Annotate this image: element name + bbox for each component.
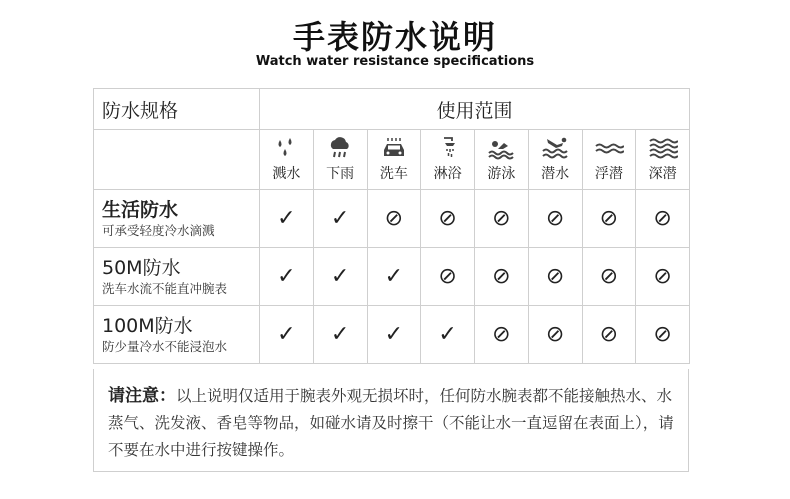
prohibited-icon: ⊘: [492, 321, 511, 347]
prohibited-icon: ⊘: [653, 321, 672, 347]
prohibited-icon: ⊘: [438, 263, 457, 289]
check-icon: ✓: [277, 263, 296, 289]
car-wash-icon: [368, 136, 421, 160]
range-column-header: 使用范围: [260, 89, 690, 130]
mark-cell: [260, 190, 314, 248]
prohibited-icon: ⊘: [545, 321, 565, 347]
prohibited-icon: ⊘: [653, 263, 672, 289]
check-icon: ✓: [277, 321, 296, 347]
mark-cell: [636, 306, 690, 364]
mark-cell: [636, 248, 690, 306]
activity-splash: [260, 130, 314, 190]
prohibited-icon: ⊘: [438, 205, 457, 231]
splash-icon: [260, 136, 313, 160]
mark-cell: [367, 190, 421, 248]
level-description: 可承受轻度冷水滴溅: [102, 222, 215, 238]
swimming-icon: [475, 136, 528, 160]
level-cell: [94, 248, 260, 306]
activity-label: 洗车: [379, 166, 408, 182]
notice-box: [93, 369, 689, 472]
notice-label: 请注意：: [108, 386, 176, 406]
table-header-row: [94, 89, 690, 130]
activity-row: [94, 130, 690, 190]
mark-cell: [313, 190, 367, 248]
prohibited-icon: ⊘: [599, 205, 619, 231]
mark-cell: [367, 306, 421, 364]
activity-deep-dive: [636, 130, 690, 190]
mark-cell: [636, 190, 690, 248]
level-cell: [94, 306, 260, 364]
mark-cell: [260, 248, 314, 306]
activity-label: 浮潜: [594, 166, 623, 182]
prohibited-icon: ⊘: [545, 205, 565, 231]
mark-cell: [582, 306, 636, 364]
activity-diving: [528, 130, 582, 190]
mark-cell: [313, 306, 367, 364]
activity-label: 深潜: [648, 166, 677, 182]
mark-cell: [421, 306, 475, 364]
notice-text: 以上说明仅适用于腕表外观无损坏时，任何防水腕表都不能接触热水、水蒸气、洗发液、香皂等物品，如碰水请及时擦干（不能让水一直逗留在表面上），请不要在水中进行按键操作。: [108, 387, 674, 459]
mark-cell: [528, 248, 582, 306]
level-description: 洗车水流不能直冲腕表: [102, 280, 228, 296]
mark-cell: [528, 190, 582, 248]
activity-label: 潜水: [541, 166, 570, 182]
mark-cell: [582, 190, 636, 248]
level-name: 50M防水: [102, 256, 181, 279]
activity-label: 溅水: [272, 166, 301, 182]
mark-cell: [475, 190, 529, 248]
prohibited-icon: ⊘: [599, 263, 619, 289]
check-icon: ✓: [330, 205, 350, 231]
spec-column-header: 防水规格: [94, 89, 260, 130]
diving-icon: [529, 136, 582, 160]
mark-cell: [475, 306, 529, 364]
prohibited-icon: ⊘: [653, 205, 672, 231]
activity-swimming: [475, 130, 529, 190]
prohibited-icon: ⊘: [384, 205, 404, 231]
check-icon: ✓: [330, 321, 350, 347]
check-icon: ✓: [384, 321, 404, 347]
check-icon: ✓: [277, 205, 296, 231]
mark-cell: [260, 306, 314, 364]
mark-cell: [475, 248, 529, 306]
rain-cloud-icon: [314, 136, 367, 160]
level-name: 生活防水: [102, 198, 179, 221]
activity-label: 下雨: [326, 166, 355, 182]
activity-label: 淋浴: [433, 166, 462, 182]
water-resistance-table: [93, 88, 690, 364]
activity-label: 游泳: [487, 166, 516, 182]
check-icon: ✓: [330, 263, 350, 289]
level-cell: [94, 190, 260, 248]
snorkel-waves-icon: [583, 136, 636, 160]
activity-shower: [421, 130, 475, 190]
mark-cell: [582, 248, 636, 306]
page-title: 手表防水说明: [292, 18, 497, 56]
mark-cell: [421, 248, 475, 306]
level-name: 100M防水: [102, 314, 193, 337]
table-row-level-1: [94, 190, 690, 248]
empty-cell: [94, 130, 260, 190]
shower-icon: [421, 136, 474, 160]
mark-cell: [528, 306, 582, 364]
mark-cell: [367, 248, 421, 306]
check-icon: ✓: [438, 321, 457, 347]
prohibited-icon: ⊘: [545, 263, 565, 289]
deep-dive-waves-icon: [636, 136, 689, 160]
mark-cell: [421, 190, 475, 248]
mark-cell: [313, 248, 367, 306]
page-subtitle: Watch water resistance specifications: [255, 54, 535, 69]
prohibited-icon: ⊘: [599, 321, 619, 347]
prohibited-icon: ⊘: [492, 205, 511, 231]
prohibited-icon: ⊘: [492, 263, 511, 289]
activity-rain: [313, 130, 367, 190]
level-description: 防少量冷水不能浸泡水: [102, 338, 228, 354]
activity-snorkel: [582, 130, 636, 190]
activity-car-wash: [367, 130, 421, 190]
check-icon: ✓: [384, 263, 404, 289]
table-row-level-3: [94, 306, 690, 364]
table-row-level-2: [94, 248, 690, 306]
